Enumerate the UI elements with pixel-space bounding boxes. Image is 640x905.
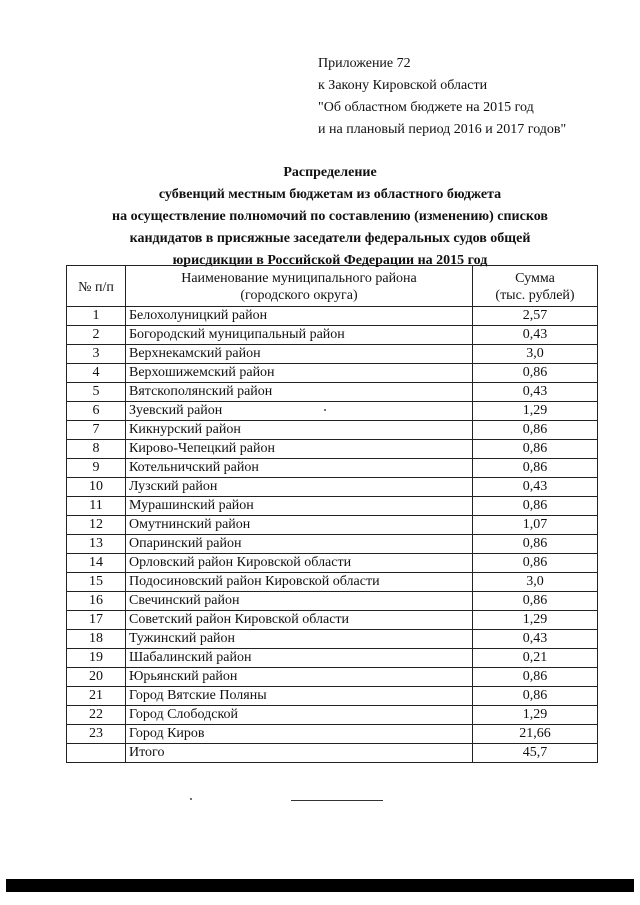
document-title <box>60 162 600 272</box>
row-name: Город Вятские Поляны <box>126 687 473 706</box>
row-name: Тужинский район <box>126 630 473 649</box>
table-row <box>67 554 598 573</box>
table-row <box>67 307 598 326</box>
table-row <box>67 649 598 668</box>
row-num: 10 <box>67 478 126 497</box>
appendix-line: к Закону Кировской области <box>318 78 488 93</box>
row-sum: 3,0 <box>473 345 598 364</box>
table-row <box>67 706 598 725</box>
row-num: 14 <box>67 554 126 573</box>
row-name: Подосиновский район Кировской области <box>126 573 473 592</box>
row-name: Вятскополянский район <box>126 383 473 402</box>
row-sum: 0,86 <box>473 668 598 687</box>
row-sum: 0,86 <box>473 364 598 383</box>
row-name: Опаринский район <box>126 535 473 554</box>
title-line: субвенций местным бюджетам из областного бюджета <box>158 187 502 202</box>
table-header-row <box>67 266 598 307</box>
row-num: 16 <box>67 592 126 611</box>
row-sum: 1,29 <box>473 402 598 421</box>
row-name: Кикнурский район <box>126 421 473 440</box>
header-num-label: № п/п <box>78 279 114 295</box>
table-row <box>67 478 598 497</box>
appendix-line: "Об областном бюджете на 2015 год <box>318 100 534 115</box>
title-line: юрисдикции в Российской Федерации на 2015 год <box>172 253 488 268</box>
row-num: 2 <box>67 326 126 345</box>
header-num <box>67 266 126 307</box>
row-name: Богородский муниципальный район <box>126 326 473 345</box>
row-num: 22 <box>67 706 126 725</box>
table-row <box>67 440 598 459</box>
row-num: 23 <box>67 725 126 744</box>
row-num: 7 <box>67 421 126 440</box>
row-sum: 0,86 <box>473 687 598 706</box>
table-row <box>67 497 598 516</box>
row-name: Белохолуницкий район <box>126 307 473 326</box>
row-sum: 0,43 <box>473 478 598 497</box>
title-line: кандидатов в присяжные заседатели федеральных судов общей <box>129 231 531 246</box>
total-num-cell <box>67 744 126 763</box>
row-name: Орловский район Кировской области <box>126 554 473 573</box>
table-row <box>67 421 598 440</box>
table-row <box>67 364 598 383</box>
row-name: Омутнинский район <box>126 516 473 535</box>
row-name: Юрьянский район <box>126 668 473 687</box>
row-num: 9 <box>67 459 126 478</box>
table-row <box>67 611 598 630</box>
row-name: Свечинский район <box>126 592 473 611</box>
title-line: Распределение <box>283 165 377 180</box>
row-num: 15 <box>67 573 126 592</box>
scan-edge-bar <box>6 879 634 892</box>
row-sum: 0,43 <box>473 326 598 345</box>
row-sum: 0,21 <box>473 649 598 668</box>
row-name: Город Киров <box>126 725 473 744</box>
row-num: 8 <box>67 440 126 459</box>
row-sum: 0,86 <box>473 440 598 459</box>
row-name: Зуевский район <box>126 402 473 421</box>
header-sum <box>473 266 598 307</box>
table-row <box>67 516 598 535</box>
row-sum: 2,57 <box>473 307 598 326</box>
row-name: Кирово-Чепецкий район <box>126 440 473 459</box>
table-row <box>67 345 598 364</box>
row-num: 19 <box>67 649 126 668</box>
appendix-header <box>318 53 566 141</box>
row-sum: 0,86 <box>473 459 598 478</box>
row-name: Верхнекамский район <box>126 345 473 364</box>
row-num: 12 <box>67 516 126 535</box>
row-sum: 1,29 <box>473 706 598 725</box>
row-sum: 0,86 <box>473 497 598 516</box>
row-sum: 1,29 <box>473 611 598 630</box>
row-num: 3 <box>67 345 126 364</box>
table-row <box>67 592 598 611</box>
header-sum-line1: Сумма <box>515 271 555 286</box>
row-sum: 0,86 <box>473 554 598 573</box>
header-name-line1: Наименование муниципального района <box>181 271 417 286</box>
row-sum: 0,43 <box>473 630 598 649</box>
table-body <box>67 307 598 744</box>
total-label: Итого <box>126 744 473 763</box>
row-name: Мурашинский район <box>126 497 473 516</box>
row-sum: 0,43 <box>473 383 598 402</box>
row-num: 6 <box>67 402 126 421</box>
row-sum: 1,07 <box>473 516 598 535</box>
appendix-line: Приложение 72 <box>318 56 411 71</box>
signoff-line <box>291 800 383 801</box>
table-row <box>67 535 598 554</box>
title-line: на осуществление полномочий по составлению (изменению) списков <box>112 209 548 224</box>
row-num: 20 <box>67 668 126 687</box>
header-name <box>126 266 473 307</box>
row-num: 1 <box>67 307 126 326</box>
row-num: 4 <box>67 364 126 383</box>
table-row <box>67 573 598 592</box>
row-name: Верхошижемский район <box>126 364 473 383</box>
row-num: 18 <box>67 630 126 649</box>
table-row <box>67 725 598 744</box>
row-name: Шабалинский район <box>126 649 473 668</box>
total-row <box>67 744 598 763</box>
table-row <box>67 402 598 421</box>
row-name: Лузский район <box>126 478 473 497</box>
table-row <box>67 326 598 345</box>
table-row <box>67 383 598 402</box>
header-sum-line2: (тыс. рублей) <box>495 288 575 303</box>
table-row <box>67 687 598 706</box>
header-name-line2: (городского округа) <box>240 288 358 303</box>
row-num: 13 <box>67 535 126 554</box>
row-num: 5 <box>67 383 126 402</box>
row-name: Город Слободской <box>126 706 473 725</box>
distribution-table <box>66 265 598 763</box>
appendix-line: и на плановый период 2016 и 2017 годов" <box>318 122 567 137</box>
table-row <box>67 630 598 649</box>
row-num: 17 <box>67 611 126 630</box>
row-num: 11 <box>67 497 126 516</box>
scan-speck <box>324 409 326 411</box>
row-sum: 0,86 <box>473 535 598 554</box>
table-row <box>67 668 598 687</box>
scan-speck <box>190 798 192 800</box>
row-sum: 3,0 <box>473 573 598 592</box>
row-sum: 0,86 <box>473 592 598 611</box>
row-num: 21 <box>67 687 126 706</box>
table-row <box>67 459 598 478</box>
row-name: Советский район Кировской области <box>126 611 473 630</box>
row-sum: 0,86 <box>473 421 598 440</box>
total-sum: 45,7 <box>473 744 598 763</box>
row-sum: 21,66 <box>473 725 598 744</box>
row-name: Котельничский район <box>126 459 473 478</box>
